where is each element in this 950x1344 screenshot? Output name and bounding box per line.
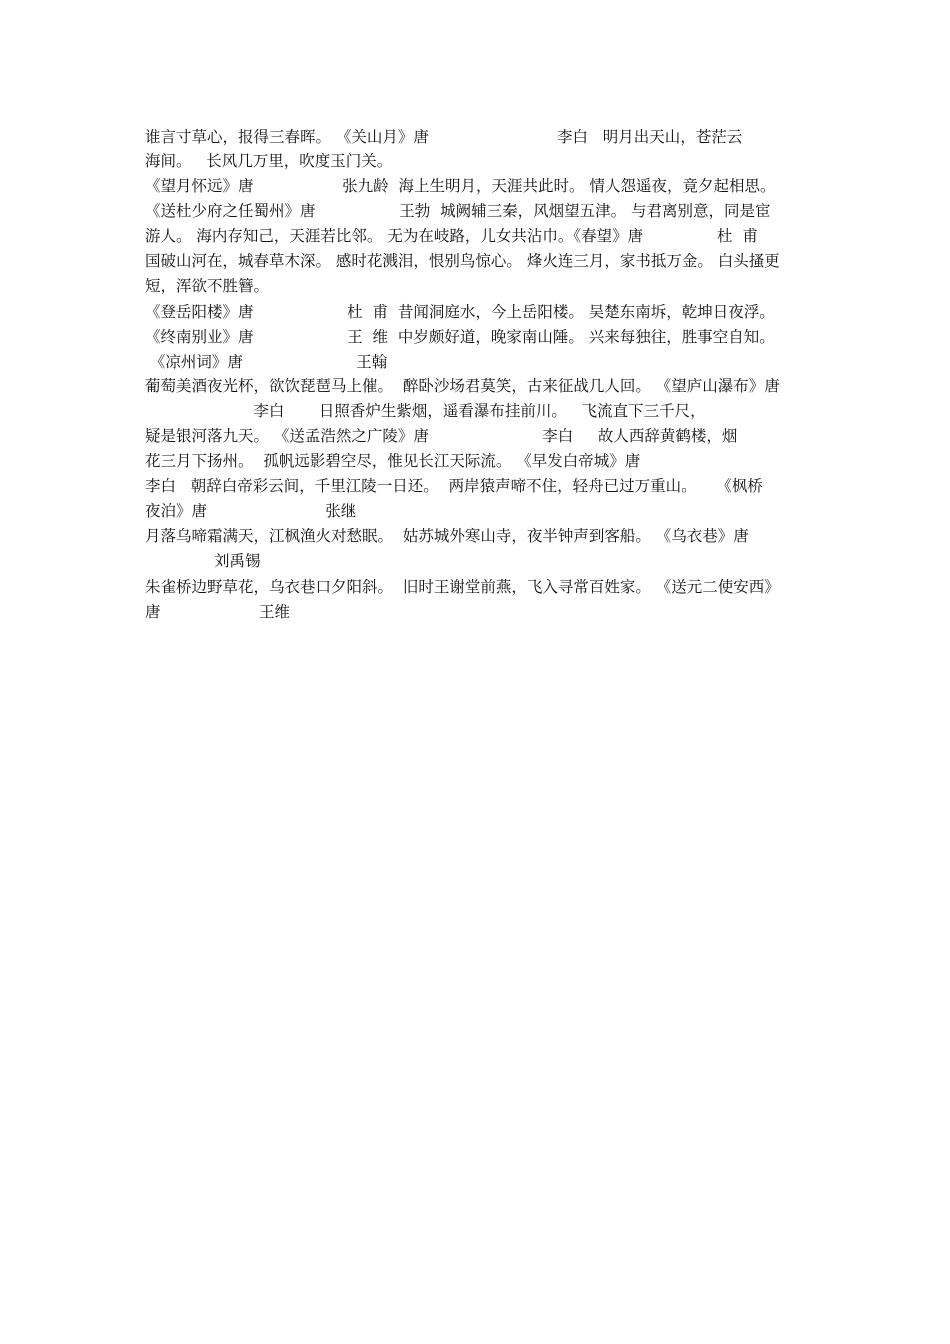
text-line: 短，浑欲不胜簪。: [145, 277, 270, 295]
text-line: 朱雀桥边野草花，乌衣巷口夕阳斜。 旧时王谢堂前燕，飞入寻常百姓家。 《送元二使安西》: [145, 578, 780, 596]
text-line: 《登岳阳楼》唐 杜 甫 昔闻洞庭水，今上岳阳楼。 吴楚东南坼，乾坤日夜浮。: [145, 303, 775, 321]
text-line: 刘禹锡: [145, 552, 261, 570]
text-line: 月落乌啼霜满天，江枫渔火对愁眠。 姑苏城外寒山寺，夜半钟声到客船。 《乌衣巷》唐: [145, 527, 749, 545]
text-line: 疑是银河落九天。 《送孟浩然之广陵》唐 李白 故人西辞黄鹤楼，烟: [145, 427, 738, 445]
text-line: 国破山河在，城春草木深。 感时花溅泪，恨别鸟惊心。 烽火连三月，家书抵万金。 白头搔更: [145, 252, 780, 270]
text-line: 夜泊》唐 张继: [145, 502, 357, 520]
text-line: 花三月下扬州。 孤帆远影碧空尽，惟见长江天际流。 《早发白帝城》唐: [145, 452, 641, 470]
text-line: 《望月怀远》唐 张九龄 海上生明月，天涯共此时。 情人怨遥夜，竟夕起相思。: [145, 177, 776, 195]
text-line: 海间。 长风几万里，吹度玉门关。: [145, 152, 393, 170]
text-line: 《送杜少府之任蜀州》唐 王勃 城阙辅三秦，风烟望五津。 与君离别意，同是宦: [145, 202, 771, 220]
text-line: 李白 日照香炉生紫烟，遥看瀑布挂前川。 飞流直下三千尺，: [145, 402, 706, 420]
text-line: 唐 王维: [145, 603, 291, 621]
text-line: 谁言寸草心，报得三春晖。 《关山月》唐 李白 明月出天山，苍茫云: [145, 128, 743, 146]
text-line: 《终南别业》唐 王 维 中岁颇好道，晚家南山陲。 兴来每独往，胜事空自知。: [145, 328, 775, 346]
text-line: 《凉州词》唐 王翰: [145, 353, 388, 371]
text-line: 葡萄美酒夜光杯，欲饮琵琶马上催。 醉卧沙场君莫笑，古来征战几人回。 《望庐山瀑布》唐: [145, 377, 780, 395]
text-line: 游人。 海内存知己，天涯若比邻。 无为在岐路，儿女共沾巾。《春望》唐 杜 甫: [145, 227, 758, 245]
text-line: 李白 朝辞白帝彩云间，千里江陵一日还。 两岸猿声啼不住，轻舟已过万重山。 《枫桥: [145, 477, 763, 495]
